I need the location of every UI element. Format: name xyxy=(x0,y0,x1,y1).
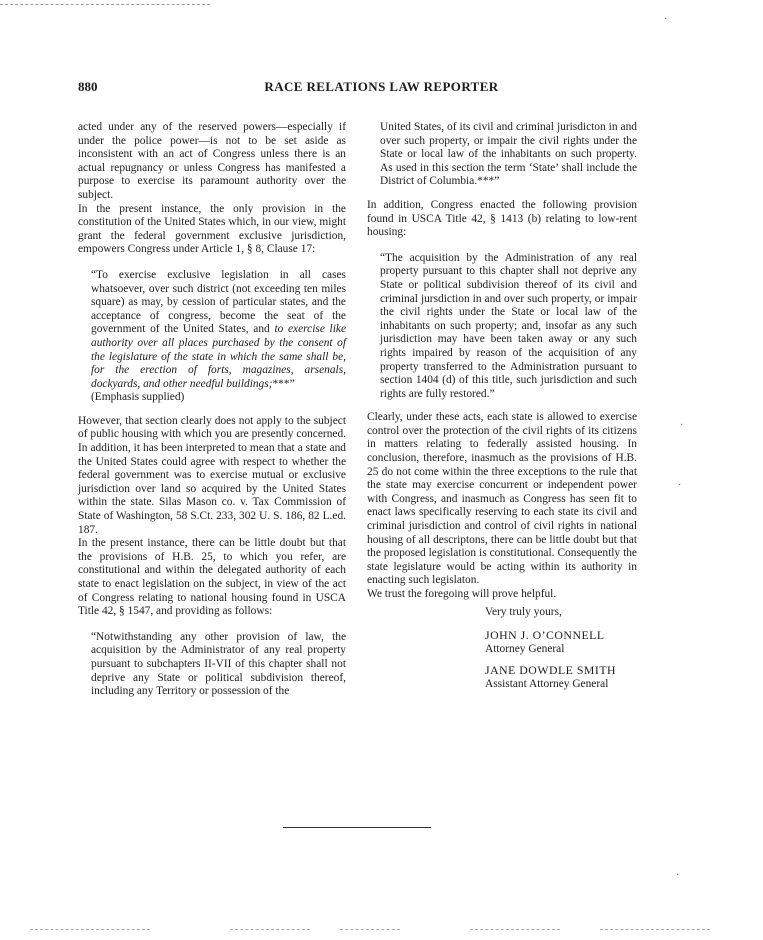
signer-title-attorney-general: Attorney General xyxy=(485,642,565,655)
signer-name-attorney-general: JOHN J. O’CONNELL xyxy=(485,628,605,643)
emphasis-note: (Emphasis supplied) xyxy=(91,391,185,404)
bottom-scan-edge xyxy=(470,929,560,930)
paragraph-conclusion: Clearly, under these acts, each state is allowed to exercise control over the protection of the civil rights of its citizens in matters relating to federally assisted housing. In conclusion, therefore, inasmuch as the provisions of H.B. 25 do not come within the three exceptions to the rule that the state may exercise concurrent or independent power with Congress, and inasmuch as Congress has seen fit to enact laws specifically reserving to each state its civil and criminal jurisdiction and control of civil rights in national housing of all descriptons, there can be little doubt but that the proposed legislation is constitutional. Consequently the state legislature would be acting within its authority in enacting such legislaton. xyxy=(367,411,637,587)
quote-usca-1547-continued: United States, of its civil and criminal jurisdicton in and over such property, or impair the civil rights under the State or local law of the inhabitants on such property. As used in this section the term ‘State’ shall include the District of Columbia.***” xyxy=(380,121,637,188)
quote-emphasized-text: to exercise like authority over all places purchased by the consent of the legislature of the state in which the same shall be, for the erection of forts, magazines, arsenals, dockyards, and other needful buildings; xyxy=(91,323,346,390)
top-scan-edge xyxy=(0,4,210,5)
left-column xyxy=(78,121,346,699)
paragraph-reserved-powers: acted under any of the reserved powers—especially if under the police power—is not to be set aside as inconsistent with an act of Congress unless there is an actual repugnancy or unless Congress has manifested a purpose to exercise its paramount authority over the subject. xyxy=(78,121,346,201)
scan-speck: · xyxy=(676,870,680,881)
quote-article-1-section-8 xyxy=(91,269,346,391)
end-rule xyxy=(283,827,431,828)
bottom-scan-edge xyxy=(600,929,710,930)
closing-sentence: We trust the foregoing will prove helpful. xyxy=(367,588,557,600)
bottom-scan-edge xyxy=(230,929,310,930)
quote-usca-1547: “Notwithstanding any other provision of law, the acquisition by the Administrator of any real property pursuant to subchapters II-VII of this chapter shall not deprive any State or political subdivision thereof, including any Territory or possession of the xyxy=(91,630,346,698)
paragraph-congress-enacted: In addition, Congress enacted the following provision found in USCA Title 42, § 1413 (b) relating to low-rent housing: xyxy=(367,198,637,239)
scan-speck: · xyxy=(678,480,682,491)
quote-usca-1413: “The acquisition by the Administration of any real property pursuant to this chapter shall not deprive any State or political subdivision thereof of its civil and criminal jursdiction in and over such property, or impair the civil rights under the State or local law of the inhabitants on such property; and, insofar as any such jurisdiction may have been taken away or any such rights impaired by reason of the acquisition of any property transferred to the Administration pursuant to section 1404 (d) of this title, such jurisdiction and such rights are fully restored.” xyxy=(380,251,637,400)
signer-name-assistant: JANE DOWDLE SMITH xyxy=(485,663,617,678)
valediction: Very truly yours, xyxy=(485,605,562,618)
signer-title-assistant: Assistant Attorney General xyxy=(485,677,609,690)
paragraph-constitution-provision: In the present instance, the only provision in the constitution of the United States which, in our view, might grant the federal government exclusive jurisdiction, empowers Congress under Article 1, § 8, Clause 17: xyxy=(78,202,346,256)
quote-text: “To exercise exclusive legislation in all cases whatsoever, over such district (not exceeding ten miles square) as may, by cession of particular states, and the acceptance of congress, become the seat of the government of the United States, and xyxy=(91,268,346,336)
scan-speck: · xyxy=(680,420,684,431)
quote-ellipsis: ***” xyxy=(272,377,295,390)
right-column xyxy=(367,121,637,692)
paragraph-hb25-constitutional: In the present instance, there can be little doubt but that the provisions of H.B. 25, to which you refer, are constitutional and within the delegated authority of each state to enact legislation on the subject, in view of the act of Congress relating to national housing found in USCA Title 42, § 1547, and providing as follows: xyxy=(78,537,346,618)
scan-speck: · xyxy=(664,14,668,25)
running-head: RACE RELATIONS LAW REPORTER xyxy=(264,79,499,94)
bottom-scan-edge xyxy=(30,929,150,930)
paragraph-section-not-apply: However, that section clearly does not apply to the subject of public housing with which you are presently concerned. In addition, it has been interpreted to mean that a state and the United States could agree with respect to whether the federal government was to exercise mutual or exclusive jurisdiction over land so acquired by the United States within the state. Silas Mason co. v. Tax Commission of State of Washington, 58 S.Ct. 233, 302 U. S. 186, 82 L.ed. 187. xyxy=(78,414,346,536)
page-number: 880 xyxy=(78,79,98,94)
bottom-scan-edge xyxy=(340,929,400,930)
